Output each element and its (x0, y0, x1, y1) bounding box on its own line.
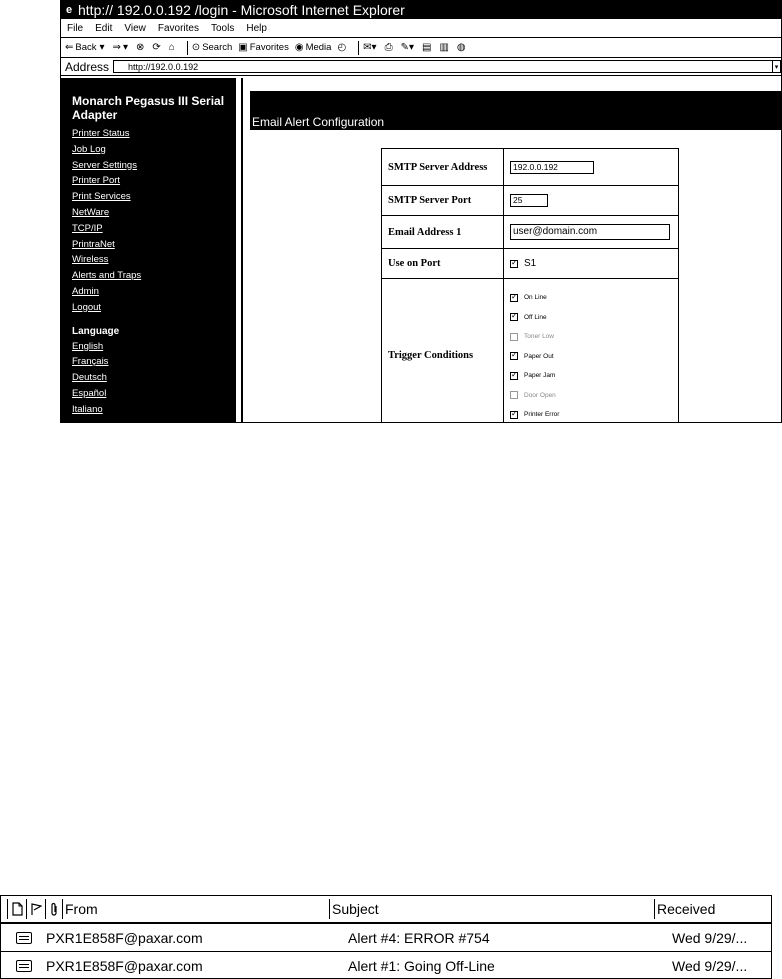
smtp-address-label: SMTP Server Address (382, 149, 504, 185)
back-button[interactable] (65, 42, 107, 53)
trigger-item (510, 327, 559, 347)
nav-link-server-settings[interactable]: Server Settings (72, 159, 137, 171)
trigger-label: Printer Error (524, 411, 560, 418)
email-subject: Alert #1: Going Off-Line (348, 957, 495, 974)
messenger-button[interactable] (457, 42, 468, 53)
column-divider (62, 899, 63, 919)
menu-file[interactable]: File (67, 22, 84, 34)
email-row[interactable] (1, 952, 771, 979)
envelope-icon (1, 932, 46, 944)
column-divider (329, 899, 330, 919)
smtp-port-label: SMTP Server Port (382, 186, 504, 215)
menu-favorites[interactable]: Favorites (157, 22, 199, 34)
nav-link-print-services[interactable]: Print Services (72, 191, 131, 203)
print-icon: ⎙ (384, 42, 393, 53)
nav-link-printer-port[interactable]: Printer Port (72, 175, 121, 187)
mail-icon: ✉▾ (363, 42, 377, 53)
column-divider (654, 899, 655, 919)
nav-link-printer-status[interactable]: Printer Status (72, 128, 130, 139)
trigger-toner-low-checkbox[interactable] (510, 333, 518, 341)
back-arrow-icon: ⇐ (65, 42, 74, 53)
toolbar (61, 38, 781, 58)
lang-link-german[interactable]: Deutsch (72, 372, 107, 384)
address-bar (61, 58, 781, 76)
toolbar-divider (358, 41, 359, 55)
back-label: Back (75, 42, 97, 53)
chevron-down-icon[interactable]: ▾ (122, 42, 128, 53)
page-title: Email Alert Configuration (252, 115, 385, 129)
nav-link-logout[interactable]: Logout (72, 301, 102, 313)
nav-link-wireless[interactable]: Wireless (72, 254, 109, 266)
nav-link-printranet[interactable]: PrintraNet (72, 238, 115, 250)
trigger-paper-jam-checkbox[interactable] (510, 372, 518, 380)
favorites-label: Favorites (249, 42, 289, 53)
lang-link-spanish[interactable]: Español (72, 387, 107, 399)
research-button[interactable] (439, 42, 450, 53)
product-name: Monarch Pegasus III Serial Adapter (72, 94, 225, 122)
column-divider (7, 899, 8, 919)
menu-help[interactable]: Help (246, 22, 267, 34)
trigger-label: On Line (524, 294, 547, 301)
email-list-header (1, 896, 771, 924)
search-button[interactable] (192, 42, 233, 53)
trigger-printer-error-checkbox[interactable] (510, 411, 518, 419)
nav-link-job-log[interactable]: Job Log (72, 143, 106, 155)
trigger-label: Paper Out (524, 352, 554, 360)
port-s1-checkbox[interactable] (510, 260, 518, 268)
menu-view[interactable]: View (124, 22, 146, 34)
forward-button[interactable] (113, 42, 130, 53)
nav-link-netware[interactable]: NetWare (72, 206, 110, 218)
media-icon: ◉ (294, 42, 304, 53)
mail-button[interactable] (363, 42, 378, 53)
trigger-door-open-checkbox[interactable] (510, 391, 518, 399)
discuss-icon: ▤ (421, 42, 432, 53)
email-alert-form (381, 148, 679, 423)
email-from: PXR1E858F@paxar.com (46, 957, 203, 974)
address-label: Address (65, 59, 110, 74)
attachment-icon[interactable] (48, 899, 60, 919)
edit-icon: ✎▾ (400, 42, 414, 53)
email-received: Wed 9/29/... (672, 957, 748, 974)
edit-button[interactable] (401, 42, 416, 53)
lang-link-english[interactable]: English (72, 340, 104, 352)
language-heading: Language (72, 325, 120, 337)
refresh-icon: ⟳ (152, 42, 161, 53)
column-divider (26, 899, 27, 919)
trigger-paper-out-checkbox[interactable] (510, 352, 518, 360)
window-title: http:// 192.0.0.192 /login - Microsoft Internet Explorer (78, 2, 405, 18)
home-icon: ⌂ (168, 42, 175, 53)
refresh-button[interactable] (152, 42, 162, 53)
discuss-button[interactable] (422, 42, 433, 53)
stop-icon: ⊗ (135, 42, 145, 53)
menu-tools[interactable]: Tools (210, 22, 235, 34)
nav-link-alerts-traps[interactable]: Alerts and Traps (72, 270, 142, 282)
email-row (382, 216, 678, 249)
smtp-address-input[interactable]: 192.0.0.192 (510, 161, 594, 174)
stop-button[interactable] (136, 42, 146, 53)
menu-bar (61, 19, 781, 38)
research-icon: ▥ (439, 42, 449, 53)
media-label: Media (305, 42, 332, 53)
trigger-on-line-checkbox[interactable] (510, 294, 518, 302)
menu-edit[interactable]: Edit (95, 22, 113, 34)
sidebar (61, 78, 236, 422)
email-received: Wed 9/29/... (672, 929, 748, 946)
email-list (0, 895, 772, 979)
trigger-item (510, 288, 559, 308)
smtp-port-row (382, 186, 678, 216)
lang-link-italian[interactable]: Italiano (72, 403, 103, 415)
email-from: PXR1E858F@paxar.com (46, 929, 203, 946)
favorites-button[interactable] (238, 42, 289, 53)
flag-icon[interactable] (29, 899, 43, 919)
page-heading-bar (250, 91, 781, 130)
history-button[interactable] (337, 42, 348, 53)
forward-arrow-icon: ⇒ (112, 42, 121, 53)
envelope-icon (1, 960, 46, 972)
trigger-label: Toner Low (524, 333, 554, 340)
triggers-label: Trigger Conditions (382, 279, 504, 423)
trigger-list (510, 282, 559, 423)
lang-link-french[interactable]: Français (72, 356, 109, 368)
media-button[interactable] (295, 42, 332, 53)
page-content (61, 78, 781, 422)
received-column-header[interactable]: Received (657, 901, 716, 917)
column-divider (45, 899, 46, 919)
nav-link-tcpip[interactable]: TCP/IP (72, 222, 103, 234)
trigger-item (510, 385, 559, 405)
trigger-label: Off Line (524, 313, 547, 321)
main-panel (243, 78, 781, 422)
ie-page-icon: e (65, 4, 73, 16)
favorites-icon: ▣ (238, 42, 248, 53)
port-row (382, 249, 678, 279)
home-button[interactable] (169, 42, 177, 53)
trigger-item (510, 366, 559, 386)
from-column-header[interactable]: From (65, 901, 98, 917)
print-button[interactable] (385, 42, 395, 53)
toolbar-divider (187, 41, 188, 55)
trigger-label: Paper Jam (524, 372, 556, 379)
trigger-item (510, 346, 559, 366)
search-label: Search (202, 42, 233, 53)
title-bar (61, 1, 781, 19)
address-dropdown-icon[interactable]: ▾ (773, 60, 781, 73)
triggers-row (382, 279, 678, 423)
trigger-off-line-checkbox[interactable] (510, 313, 518, 321)
trigger-label: Door Open (524, 391, 556, 399)
email-subject: Alert #4: ERROR #754 (348, 929, 490, 946)
port-label: Use on Port (382, 249, 504, 278)
trigger-item (510, 405, 559, 423)
smtp-address-row (382, 148, 678, 186)
chevron-down-icon[interactable]: ▾ (99, 42, 105, 53)
address-input[interactable]: http://192.0.0.192 (113, 60, 773, 73)
smtp-port-input[interactable]: 25 (510, 194, 548, 207)
nav-link-admin[interactable]: Admin (72, 285, 99, 297)
history-icon: ◴ (337, 42, 347, 53)
document-icon[interactable] (10, 899, 24, 919)
messenger-icon: ◍ (456, 42, 466, 53)
search-icon: ⊙ (191, 42, 201, 53)
email-row[interactable] (1, 924, 771, 952)
subject-column-header[interactable]: Subject (332, 901, 379, 917)
browser-window (60, 0, 782, 423)
email-input[interactable]: user@domain.com (510, 224, 670, 240)
trigger-item (510, 307, 559, 327)
port-s1-label: S1 (524, 258, 537, 269)
email-label: Email Address 1 (382, 216, 504, 248)
